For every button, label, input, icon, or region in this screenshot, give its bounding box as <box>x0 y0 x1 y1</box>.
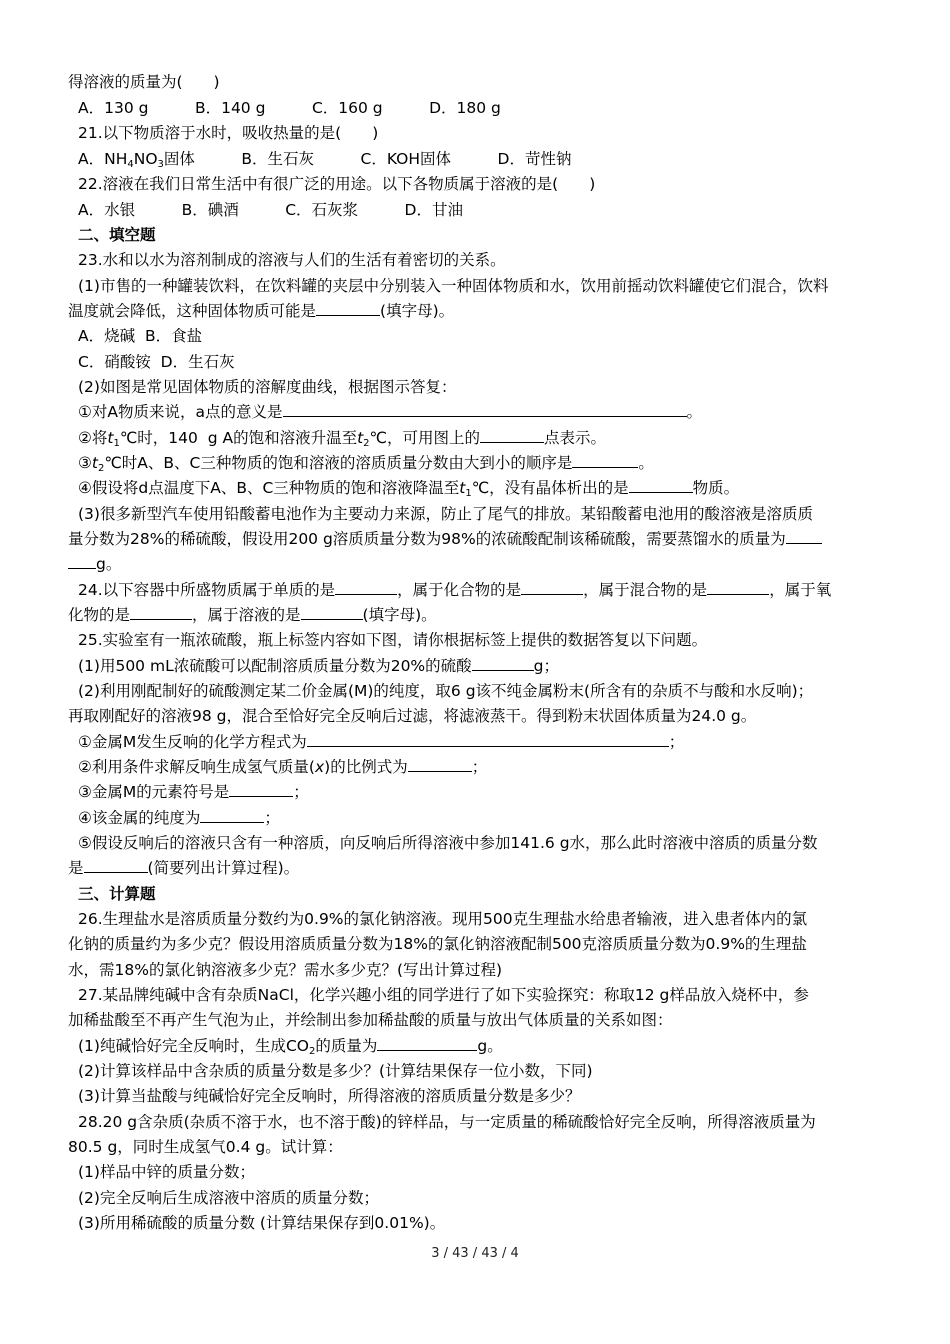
q25-stem: 25.实验室有一瓶浓硫酸，瓶上标签内容如下图，请你根据标签上提供的数据答复以下问题。 <box>78 631 708 649</box>
answer-blank[interactable] <box>480 428 544 443</box>
q27-part1: (1)纯碱恰好完全反响时，生成$CO_2$的质量为 g。 <box>78 1037 503 1057</box>
q23-part3-line3: g。 <box>68 554 121 574</box>
answer-blank[interactable] <box>629 478 693 493</box>
q25-item1: ①金属M发生反响的化学方程式为 ； <box>78 733 685 751</box>
section-heading-fill-in: 二、填空题 <box>78 226 156 244</box>
q25-item2: ②利用条件求解反响生成氢气质量(x)的比例式为 ； <box>78 758 488 776</box>
answer-blank[interactable] <box>130 605 192 620</box>
answer-blank[interactable] <box>200 808 264 823</box>
answer-blank[interactable] <box>521 580 583 595</box>
q23-option-cd: C．硝酸铵 D．生石灰 <box>78 353 235 371</box>
q26-line3: 水，需18%的氯化钠溶液多少克？需水多少克？(写出计算过程) <box>68 961 503 979</box>
q25-part1: (1)用500 mL浓硫酸可以配制溶质质量分数为20%的硫酸 g； <box>78 657 559 675</box>
answer-blank[interactable] <box>301 605 363 620</box>
answer-blank[interactable] <box>377 1036 477 1051</box>
q23-part2-item1: ①对A物质来说，a点的意义是 。 <box>78 403 703 421</box>
q24-line2: 化物的是 ，属于溶液的是 (填字母)。 <box>68 606 437 624</box>
q23-stem: 23.水和以水为溶剂制成的溶液与人们的生活有着密切的关系。 <box>78 251 506 269</box>
q27-line1: 27.某品牌纯碱中含有杂质NaCl，化学兴趣小组的同学进行了如下实验探究：称取12 g样品放入烧杯中，参 <box>78 986 809 1004</box>
q23-part1-line1: (1)市售的一种罐装饮料，在饮料罐的夹层中分别装入一种固体物质和水，饮用前摇动饮料罐使它们混合，饮料 <box>78 277 829 295</box>
q20-options: A．130 g B．140 g C．160 g D．180 g <box>78 99 501 117</box>
q23-part2-item3: $③t_2℃$时A、B、C三种物质的饱和溶液的溶质质量分数由大到小的顺序是 。 <box>78 454 654 474</box>
q23-part1-line2: 温度就会降低，这种固体物质可能是 (填字母)。 <box>68 302 455 320</box>
q27-part2: (2)计算该样品中含杂质的质量分数是多少？(计算结果保存一位小数，下同) <box>78 1062 593 1080</box>
answer-blank[interactable] <box>68 554 96 569</box>
q27-line2: 加稀盐酸至不再产生气泡为止，并绘制出参加稀盐酸的质量与放出气体质量的关系如图： <box>68 1011 673 1029</box>
answer-blank[interactable] <box>283 402 687 417</box>
q28-line1: 28.20 g含杂质(杂质不溶于水，也不溶于酸)的锌样品，与一定质量的稀硫酸恰好完全反响，所得溶液质量为 <box>78 1113 816 1131</box>
answer-blank[interactable] <box>316 301 380 316</box>
q23-part2-item2: ②将$t_1℃$时，140 g A的饱和溶液升温至$t_2℃$，可用图上的 点表示。 <box>78 429 606 449</box>
q28-part3: (3)所用稀硫酸的质量分数 (计算结果保存到0.01%)。 <box>78 1214 446 1232</box>
q22-options: A．水银 B．碘酒 C．石灰浆 D．甘油 <box>78 201 463 219</box>
q27-part3: (3)计算当盐酸与纯碱恰好完全反响时，所得溶液的溶质质量分数是多少？ <box>78 1087 581 1105</box>
q25-item3: ③金属M的元素符号是 ； <box>78 783 309 801</box>
q28-part2: (2)完全反响后生成溶液中溶质的质量分数； <box>78 1189 379 1207</box>
page-number: 3 / 43 / 43 / 4 <box>431 1246 519 1261</box>
q24-line1: 24.以下容器中所盛物质属于单质的是 ，属于化合物的是 ，属于混合物的是 ，属于氧 <box>78 581 832 599</box>
answer-blank[interactable] <box>84 858 148 873</box>
q23-part3-line2: 量分数为28%的稀硫酸，假设用200 g溶质质量分数为98%的浓硫酸配制该稀硫酸，需要蒸馏水的质量为 <box>68 529 822 549</box>
q22-stem: 22.溶液在我们日常生活中有很广泛的用途。以下各物质属于溶液的是( ) <box>78 175 596 193</box>
q26-line2: 化钠的质量约为多少克？假设用溶质质量分数为18%的氯化钠溶液配制500克溶质质量分数为0.9%的生理盐 <box>68 935 807 953</box>
q23-option-ab: A．烧碱 B．食盐 <box>78 327 203 345</box>
answer-blank[interactable] <box>335 580 397 595</box>
answer-blank[interactable] <box>472 656 534 671</box>
q23-part2: (2)如图是常见固体物质的溶解度曲线，根据图示答复： <box>78 378 457 396</box>
answer-blank[interactable] <box>408 757 472 772</box>
answer-blank[interactable] <box>307 732 669 747</box>
q25-item5-line1: ⑤假设反响后的溶液只含有一种溶质，向反响后所得溶液中参加141.6 g水，那么此时溶液中溶质的质量分数 <box>78 834 818 852</box>
answer-blank[interactable] <box>786 529 822 544</box>
q25-item5-line2: 是 (简要列出计算过程)。 <box>68 859 300 877</box>
q23-part2-item4: ④假设将d点温度下A、B、C三种物质的饱和溶液降温至$t_1℃$，没有晶体析出的是 物质。 <box>78 479 740 499</box>
answer-blank[interactable] <box>572 453 638 468</box>
q23-part3-line1: (3)很多新型汽车使用铅酸蓄电池作为主要动力来源，防止了尾气的排放。某铅酸蓄电池用的酸溶液是溶质质 <box>78 505 813 523</box>
q25-part2-line1: (2)利用刚配制好的硫酸测定某二价金属(M)的纯度，取6 g该不纯金属粉末(所含有的杂质不与酸和水反响)； <box>78 682 814 700</box>
q28-line2: 80.5 g，同时生成氢气0.4 g。试计算： <box>68 1138 343 1156</box>
q25-item4: ④该金属的纯度为 ； <box>78 809 280 827</box>
q26-line1: 26.生理盐水是溶质质量分数约为0.9%的氯化钠溶液。现用500克生理盐水给患者输液，进入患者体内的氯 <box>78 910 808 928</box>
q20-continuation: 得溶液的质量为( ) <box>68 73 220 91</box>
q21-stem: 21.以下物质溶于水时，吸收热量的是( ) <box>78 124 379 142</box>
answer-blank[interactable] <box>229 782 293 797</box>
answer-blank[interactable] <box>707 580 769 595</box>
section-heading-calculation: 三、计算题 <box>78 885 156 903</box>
q21-options: A．$NH_4NO_3$固体 B．生石灰 C．KOH固体 D．苛性钠 <box>78 150 572 170</box>
q28-part1: (1)样品中锌的质量分数； <box>78 1163 255 1181</box>
q25-part2-line2: 再取刚配好的溶液98 g，混合至恰好完全反响后过滤，将滤液蒸干。得到粉末状固体质量为24.0 g。 <box>68 707 757 725</box>
